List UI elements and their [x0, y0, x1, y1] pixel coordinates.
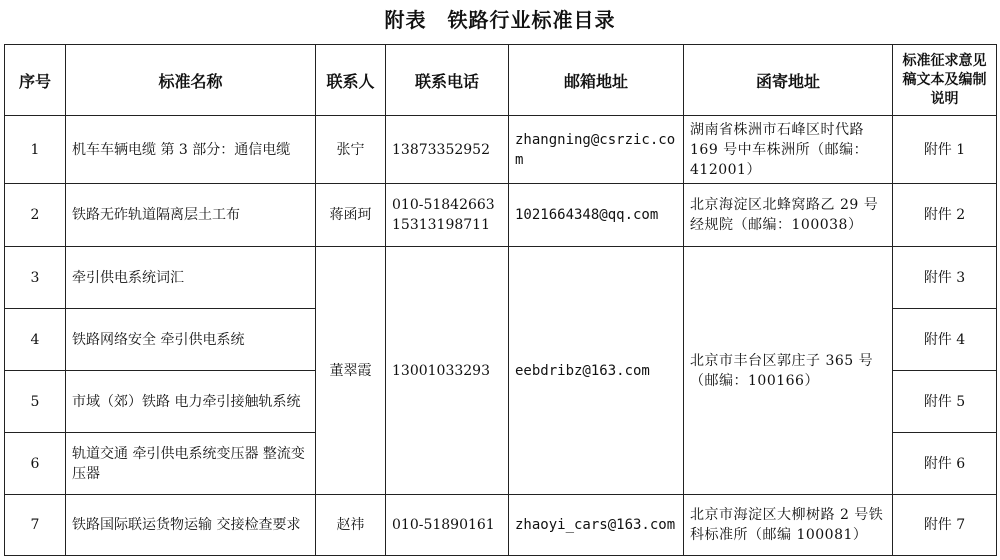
header-address: 函寄地址	[684, 45, 893, 116]
standards-table	[4, 44, 997, 556]
cell-standard-name: 铁路国际联运货物运输 交接检查要求	[66, 495, 316, 556]
cell-contact: 张宁	[316, 116, 386, 184]
header-standard-name: 标准名称	[66, 45, 316, 116]
cell-phone: 13873352952	[386, 116, 509, 184]
cell-phone-shared: 13001033293	[386, 247, 509, 495]
cell-attachment[interactable]: 附件 4	[893, 309, 997, 371]
cell-attachment[interactable]: 附件 2	[893, 184, 997, 247]
cell-attachment[interactable]: 附件 6	[893, 433, 997, 495]
cell-email-shared: eebdribz@163.com	[509, 247, 684, 495]
header-contact: 联系人	[316, 45, 386, 116]
cell-email: 1021664348@qq.com	[509, 184, 684, 247]
cell-contact-shared: 董翠霞	[316, 247, 386, 495]
cell-contact: 赵祎	[316, 495, 386, 556]
cell-standard-name: 机车车辆电缆 第 3 部分：通信电缆	[66, 116, 316, 184]
cell-address: 北京海淀区北蜂窝路乙 29 号经规院（邮编：100038）	[684, 184, 893, 247]
cell-seq: 1	[5, 116, 66, 184]
cell-phone: 010-51890161	[386, 495, 509, 556]
header-seq: 序号	[5, 45, 66, 116]
header-phone: 联系电话	[386, 45, 509, 116]
cell-standard-name: 铁路网络安全 牵引供电系统	[66, 309, 316, 371]
cell-standard-name: 市域（郊）铁路 电力牵引接触轨系统	[66, 371, 316, 433]
header-email: 邮箱地址	[509, 45, 684, 116]
cell-phone: 010-51842663 15313198711	[386, 184, 509, 247]
header-attachment: 标准征求意见稿文本及编制说明	[893, 45, 997, 116]
document-title: 附表 铁路行业标准目录	[384, 8, 616, 32]
cell-standard-name: 铁路无砟轨道隔离层土工布	[66, 184, 316, 247]
cell-address-shared: 北京市丰台区郭庄子 365 号（邮编：100166）	[684, 247, 893, 495]
cell-address: 湖南省株洲市石峰区时代路 169 号中车株洲所（邮编：412001）	[684, 116, 893, 184]
table-row	[5, 184, 997, 247]
cell-attachment[interactable]: 附件 7	[893, 495, 997, 556]
cell-seq: 3	[5, 247, 66, 309]
cell-email: zhangning@csrzic.com	[509, 116, 684, 184]
cell-address: 北京市海淀区大柳树路 2 号铁科标准所（邮编 100081）	[684, 495, 893, 556]
cell-seq: 2	[5, 184, 66, 247]
cell-contact: 蒋函珂	[316, 184, 386, 247]
table-row	[5, 247, 997, 309]
table-header-row	[5, 45, 997, 116]
cell-seq: 6	[5, 433, 66, 495]
cell-email: zhaoyi_cars@163.com	[509, 495, 684, 556]
cell-attachment[interactable]: 附件 1	[893, 116, 997, 184]
table-row	[5, 495, 997, 556]
cell-attachment[interactable]: 附件 5	[893, 371, 997, 433]
table-row	[5, 116, 997, 184]
cell-standard-name: 轨道交通 牵引供电系统变压器 整流变压器	[66, 433, 316, 495]
cell-standard-name: 牵引供电系统词汇	[66, 247, 316, 309]
cell-attachment[interactable]: 附件 3	[893, 247, 997, 309]
cell-seq: 4	[5, 309, 66, 371]
cell-seq: 5	[5, 371, 66, 433]
cell-seq: 7	[5, 495, 66, 556]
